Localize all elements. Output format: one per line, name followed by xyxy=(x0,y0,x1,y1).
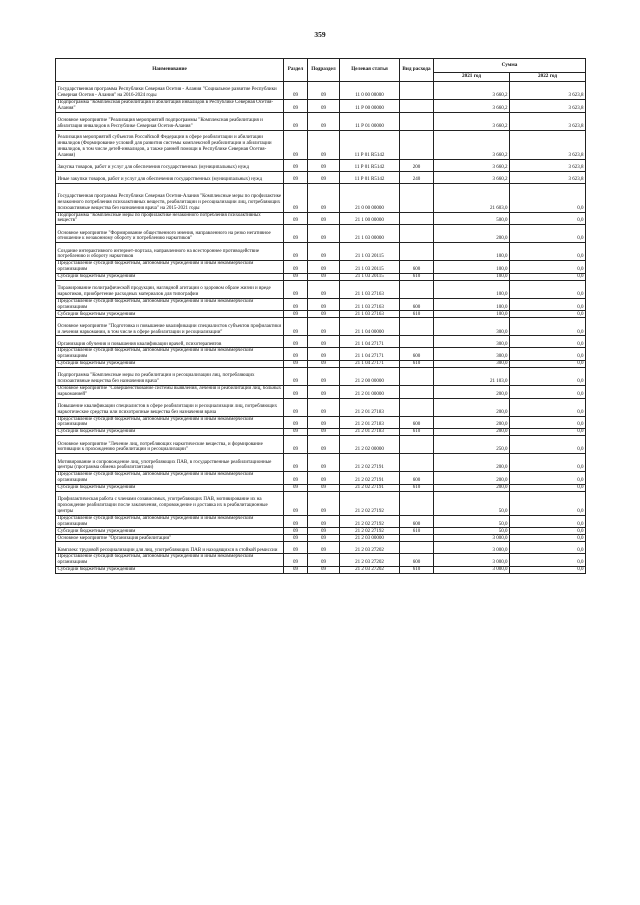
row-vid-cell xyxy=(400,100,434,113)
row-podrazdel-cell: 09 xyxy=(308,225,340,243)
row-celevaya-cell: 21 1 03 20115 xyxy=(340,261,400,274)
row-vid-cell: 610 xyxy=(400,360,434,367)
row-podrazdel-cell: 09 xyxy=(308,130,340,159)
row-podrazdel-cell: 09 xyxy=(308,212,340,225)
row-podrazdel-cell: 09 xyxy=(308,360,340,367)
row-name-cell: Предоставление субсидий бюджетным, автономным учреждениям и иным некоммерческим организациям xyxy=(56,515,284,528)
row-celevaya-cell: 21 1 03 00000 xyxy=(340,225,400,243)
table-row xyxy=(56,336,586,348)
row-celevaya-cell: 21 2 03 27202 xyxy=(340,542,400,554)
table-row xyxy=(56,542,586,554)
row-sum-2021-cell: 250,0 xyxy=(434,436,510,454)
row-vid-cell xyxy=(400,318,434,336)
row-sum-2021-cell: 100,0 xyxy=(434,298,510,311)
table-row xyxy=(56,416,586,429)
row-celevaya-cell: 21 2 03 00000 xyxy=(340,535,400,542)
row-sum-2021-cell: 3 000,0 xyxy=(434,542,510,554)
row-celevaya-cell: 21 1 03 20115 xyxy=(340,273,400,280)
row-sum-2022-cell: 0,0 xyxy=(510,183,586,212)
budget-table-wrapper xyxy=(55,58,585,574)
row-razdel-cell: 09 xyxy=(284,348,308,361)
row-sum-2022-cell: 0,0 xyxy=(510,542,586,554)
row-podrazdel-cell: 09 xyxy=(308,398,340,416)
row-sum-2021-cell: 3 660,2 xyxy=(434,100,510,113)
row-sum-2021-cell: 21 103,0 xyxy=(434,367,510,385)
row-sum-2021-cell: 200,0 xyxy=(434,472,510,485)
row-podrazdel-cell: 09 xyxy=(308,491,340,515)
row-sum-2022-cell: 0,0 xyxy=(510,429,586,436)
row-vid-cell xyxy=(400,243,434,261)
row-podrazdel-cell: 09 xyxy=(308,367,340,385)
table-row xyxy=(56,367,586,385)
row-vid-cell xyxy=(400,336,434,348)
row-razdel-cell: 09 xyxy=(284,367,308,385)
row-razdel-cell: 09 xyxy=(284,112,308,130)
row-name-cell: Основное мероприятие "Формирование общественного мнения, направленного на резко негативное отношение к незаконному обороту и потреблению наркотиков" xyxy=(56,225,284,243)
row-name-cell: Подпрограмма "Комплексная реабилитация и абилитация инвалидов в Республике Северная Осетия-Алания" xyxy=(56,100,284,113)
row-name-cell: Предоставление субсидий бюджетным, автономным учреждениям и иным некоммерческим организациям xyxy=(56,348,284,361)
row-podrazdel-cell: 09 xyxy=(308,243,340,261)
row-sum-2022-cell: 0,0 xyxy=(510,484,586,491)
row-sum-2022-cell: 0,0 xyxy=(510,298,586,311)
table-row xyxy=(56,484,586,491)
row-sum-2022-cell: 0,0 xyxy=(510,280,586,298)
row-vid-cell: 610 xyxy=(400,528,434,535)
row-razdel-cell: 09 xyxy=(284,273,308,280)
row-sum-2021-cell: 50,0 xyxy=(434,491,510,515)
row-podrazdel-cell: 09 xyxy=(308,261,340,274)
row-razdel-cell: 09 xyxy=(284,82,308,100)
row-vid-cell: 610 xyxy=(400,273,434,280)
row-name-cell: Субсидии бюджетным учреждениям xyxy=(56,311,284,318)
row-razdel-cell: 09 xyxy=(284,183,308,212)
row-sum-2022-cell: 3 623,8 xyxy=(510,130,586,159)
row-sum-2021-cell: 500,0 xyxy=(434,212,510,225)
row-podrazdel-cell: 09 xyxy=(308,298,340,311)
row-podrazdel-cell: 09 xyxy=(308,336,340,348)
row-celevaya-cell: 21 1 04 00000 xyxy=(340,318,400,336)
row-sum-2022-cell: 3 623,8 xyxy=(510,100,586,113)
header-name: Наименование xyxy=(56,59,284,82)
row-sum-2022-cell: 0,0 xyxy=(510,385,586,398)
header-year-2021: 2021 год xyxy=(434,73,510,82)
row-podrazdel-cell: 09 xyxy=(308,554,340,567)
row-razdel-cell: 09 xyxy=(284,416,308,429)
row-celevaya-cell: 21 1 04 27171 xyxy=(340,360,400,367)
row-celevaya-cell: 21 2 01 00000 xyxy=(340,385,400,398)
row-name-cell: Субсидии бюджетным учреждениям xyxy=(56,528,284,535)
row-sum-2022-cell: 3 623,8 xyxy=(510,171,586,183)
table-row xyxy=(56,171,586,183)
table-row xyxy=(56,554,586,567)
row-celevaya-cell: 11 Р 01 R5142 xyxy=(340,171,400,183)
row-razdel-cell: 09 xyxy=(284,398,308,416)
row-vid-cell xyxy=(400,183,434,212)
row-name-cell: Мотивирование и сопровождение лиц, употребляющих ПАВ, в государственные реабилитационные центры (программа обмена реабилитантами) xyxy=(56,454,284,472)
table-row xyxy=(56,112,586,130)
row-name-cell: Субсидии бюджетным учреждениям xyxy=(56,484,284,491)
row-podrazdel-cell: 09 xyxy=(308,311,340,318)
row-podrazdel-cell: 09 xyxy=(308,82,340,100)
row-sum-2022-cell: 0,0 xyxy=(510,212,586,225)
table-row xyxy=(56,261,586,274)
row-sum-2021-cell: 200,0 xyxy=(434,225,510,243)
row-vid-cell xyxy=(400,280,434,298)
row-sum-2022-cell: 0,0 xyxy=(510,398,586,416)
table-row xyxy=(56,566,586,573)
header-year-2022: 2022 год xyxy=(510,73,586,82)
row-podrazdel-cell: 09 xyxy=(308,100,340,113)
row-celevaya-cell: 21 2 00 00000 xyxy=(340,367,400,385)
row-vid-cell: 600 xyxy=(400,554,434,567)
table-row xyxy=(56,100,586,113)
row-podrazdel-cell: 09 xyxy=(308,416,340,429)
row-sum-2021-cell: 100,0 xyxy=(434,280,510,298)
row-razdel-cell: 09 xyxy=(284,429,308,436)
row-podrazdel-cell: 09 xyxy=(308,484,340,491)
row-celevaya-cell: 21 2 02 27192 xyxy=(340,515,400,528)
row-sum-2022-cell: 3 623,8 xyxy=(510,82,586,100)
row-podrazdel-cell: 09 xyxy=(308,436,340,454)
row-celevaya-cell: 11 Р 00 00000 xyxy=(340,100,400,113)
row-sum-2022-cell: 0,0 xyxy=(510,311,586,318)
row-celevaya-cell: 21 2 02 27192 xyxy=(340,491,400,515)
row-sum-2022-cell: 0,0 xyxy=(510,225,586,243)
row-razdel-cell: 09 xyxy=(284,225,308,243)
row-sum-2022-cell: 0,0 xyxy=(510,454,586,472)
row-vid-cell xyxy=(400,82,434,100)
table-row xyxy=(56,159,586,171)
row-sum-2022-cell: 0,0 xyxy=(510,554,586,567)
row-sum-2021-cell: 100,0 xyxy=(434,273,510,280)
table-body xyxy=(56,82,586,574)
header-summa: Сумма xyxy=(434,59,586,73)
row-vid-cell: 610 xyxy=(400,566,434,573)
row-celevaya-cell: 21 2 01 27183 xyxy=(340,398,400,416)
table-row xyxy=(56,360,586,367)
row-razdel-cell: 09 xyxy=(284,336,308,348)
row-sum-2021-cell: 100,0 xyxy=(434,261,510,274)
row-vid-cell: 240 xyxy=(400,171,434,183)
row-sum-2021-cell: 3 660,2 xyxy=(434,159,510,171)
row-sum-2022-cell: 0,0 xyxy=(510,367,586,385)
row-vid-cell xyxy=(400,112,434,130)
row-vid-cell: 610 xyxy=(400,484,434,491)
row-celevaya-cell: 11 Р 01 R5142 xyxy=(340,159,400,171)
row-razdel-cell: 09 xyxy=(284,566,308,573)
table-row xyxy=(56,130,586,159)
row-razdel-cell: 09 xyxy=(284,484,308,491)
row-razdel-cell: 09 xyxy=(284,130,308,159)
row-celevaya-cell: 21 2 02 27191 xyxy=(340,472,400,485)
row-sum-2022-cell: 0,0 xyxy=(510,528,586,535)
row-podrazdel-cell: 09 xyxy=(308,159,340,171)
row-razdel-cell: 09 xyxy=(284,385,308,398)
row-razdel-cell: 09 xyxy=(284,515,308,528)
row-name-cell: Подпрограмма "Комплексные меры по профилактике незаконного потребления психоактивных веществ" xyxy=(56,212,284,225)
row-razdel-cell: 09 xyxy=(284,318,308,336)
row-podrazdel-cell: 09 xyxy=(308,472,340,485)
row-sum-2021-cell: 300,0 xyxy=(434,360,510,367)
row-podrazdel-cell: 09 xyxy=(308,542,340,554)
row-podrazdel-cell: 09 xyxy=(308,566,340,573)
row-celevaya-cell: 21 2 02 27192 xyxy=(340,528,400,535)
row-celevaya-cell: 21 2 02 27191 xyxy=(340,454,400,472)
row-sum-2021-cell: 3 660,2 xyxy=(434,82,510,100)
row-celevaya-cell: 21 1 03 27163 xyxy=(340,298,400,311)
row-celevaya-cell: 11 Р 01 R5142 xyxy=(340,130,400,159)
header-celevaya: Целевая статья xyxy=(340,59,400,82)
table-row xyxy=(56,491,586,515)
table-row xyxy=(56,212,586,225)
row-name-cell: Организация обучения и повышения квалификации врачей, психотерапевтов xyxy=(56,336,284,348)
row-podrazdel-cell: 09 xyxy=(308,454,340,472)
row-celevaya-cell: 21 1 03 20115 xyxy=(340,243,400,261)
row-vid-cell: 610 xyxy=(400,429,434,436)
row-razdel-cell: 09 xyxy=(284,311,308,318)
table-row xyxy=(56,348,586,361)
table-row xyxy=(56,429,586,436)
row-sum-2021-cell: 3 660,2 xyxy=(434,130,510,159)
row-razdel-cell: 09 xyxy=(284,360,308,367)
row-razdel-cell: 09 xyxy=(284,159,308,171)
row-vid-cell xyxy=(400,212,434,225)
row-vid-cell xyxy=(400,130,434,159)
row-name-cell: Государственная программа Республики Северная Осетия-Алания "Комплексные меры по профилактике незаконного потребления психоактивных веществ, реабилитации и ресоциализации лиц, потребляющих психоактивные вещества без назначения врача" на 2015-2021 годы xyxy=(56,183,284,212)
row-vid-cell xyxy=(400,535,434,542)
row-name-cell: Создание интерактивного интернет-портала, направленного на всестороннее противодействие потреблению и обороту наркотиков xyxy=(56,243,284,261)
table-row xyxy=(56,528,586,535)
row-celevaya-cell: 21 1 00 00000 xyxy=(340,212,400,225)
row-podrazdel-cell: 09 xyxy=(308,112,340,130)
row-name-cell: Основное мероприятие "Лечение лиц, потребляющих наркотические вещества, и формирование мотивации к прохождению реабилитации и ресоциализации" xyxy=(56,436,284,454)
row-vid-cell xyxy=(400,454,434,472)
row-vid-cell: 600 xyxy=(400,515,434,528)
row-celevaya-cell: 11 0 00 00000 xyxy=(340,82,400,100)
row-sum-2022-cell: 0,0 xyxy=(510,261,586,274)
row-name-cell: Основное мероприятие "Организация реабилитации" xyxy=(56,535,284,542)
row-celevaya-cell: 11 Р 01 00000 xyxy=(340,112,400,130)
row-podrazdel-cell: 09 xyxy=(308,515,340,528)
table-row xyxy=(56,82,586,100)
row-vid-cell: 600 xyxy=(400,261,434,274)
row-sum-2021-cell: 200,0 xyxy=(434,454,510,472)
row-razdel-cell: 09 xyxy=(284,542,308,554)
row-podrazdel-cell: 09 xyxy=(308,273,340,280)
row-sum-2022-cell: 0,0 xyxy=(510,243,586,261)
row-celevaya-cell: 21 0 00 00000 xyxy=(340,183,400,212)
row-sum-2021-cell: 200,0 xyxy=(434,385,510,398)
row-vid-cell xyxy=(400,436,434,454)
row-name-cell: Комплекс трудовой ресоциализации для лиц, употребляющих ПАВ и находящихся в стойкой ремиссии xyxy=(56,542,284,554)
row-razdel-cell: 09 xyxy=(284,491,308,515)
row-sum-2022-cell: 0,0 xyxy=(510,416,586,429)
row-vid-cell xyxy=(400,398,434,416)
row-celevaya-cell: 21 2 03 27202 xyxy=(340,554,400,567)
table-row xyxy=(56,273,586,280)
row-sum-2022-cell: 0,0 xyxy=(510,360,586,367)
row-name-cell: Реализация мероприятий субъектов Российской Федерации в сфере реабилитации и абилитации инвалидов (Формирование условий для развития системы комплексной реабилитации и абилитации инвалидов, в том числе детей-инвалидов, а также ранней помощи в Республике Северная Осетия-Алания) xyxy=(56,130,284,159)
row-sum-2021-cell: 200,0 xyxy=(434,484,510,491)
row-celevaya-cell: 21 2 01 27183 xyxy=(340,429,400,436)
row-razdel-cell: 09 xyxy=(284,212,308,225)
table-row xyxy=(56,225,586,243)
table-row xyxy=(56,436,586,454)
row-name-cell: Субсидии бюджетным учреждениям xyxy=(56,273,284,280)
row-sum-2021-cell: 100,0 xyxy=(434,311,510,318)
row-vid-cell: 600 xyxy=(400,298,434,311)
row-sum-2021-cell: 200,0 xyxy=(434,429,510,436)
row-celevaya-cell: 21 2 02 00000 xyxy=(340,436,400,454)
row-podrazdel-cell: 09 xyxy=(308,183,340,212)
row-sum-2021-cell: 300,0 xyxy=(434,336,510,348)
row-celevaya-cell: 21 1 03 27163 xyxy=(340,280,400,298)
row-sum-2021-cell: 3 000,0 xyxy=(434,566,510,573)
page-number: 359 xyxy=(314,30,326,39)
row-podrazdel-cell: 09 xyxy=(308,429,340,436)
row-name-cell: Основное мероприятие "Совершенствование системы выявления, лечения и реабилитации лиц, больных наркоманией" xyxy=(56,385,284,398)
row-sum-2021-cell: 100,0 xyxy=(434,243,510,261)
row-podrazdel-cell: 09 xyxy=(308,280,340,298)
row-sum-2022-cell: 0,0 xyxy=(510,436,586,454)
row-sum-2022-cell: 0,0 xyxy=(510,566,586,573)
row-sum-2022-cell: 3 623,8 xyxy=(510,112,586,130)
header-vid: Вид расхода xyxy=(400,59,434,82)
table-row xyxy=(56,318,586,336)
row-vid-cell: 600 xyxy=(400,348,434,361)
table-row xyxy=(56,535,586,542)
row-sum-2021-cell: 200,0 xyxy=(434,398,510,416)
row-name-cell: Основное мероприятие "Реализация мероприятий подпрограммы "Комплексная реабилитация и абилитация инвалидов в Республике Северная Осетия-Алания" xyxy=(56,112,284,130)
table-row xyxy=(56,280,586,298)
header-razdel: Раздел xyxy=(284,59,308,82)
row-razdel-cell: 09 xyxy=(284,243,308,261)
row-sum-2021-cell: 50,0 xyxy=(434,528,510,535)
table-header xyxy=(56,59,586,82)
row-name-cell: Закупка товаров, работ и услуг для обеспечения государственных (муниципальных) нужд xyxy=(56,159,284,171)
row-razdel-cell: 09 xyxy=(284,528,308,535)
row-celevaya-cell: 21 1 04 27171 xyxy=(340,336,400,348)
row-vid-cell xyxy=(400,491,434,515)
row-podrazdel-cell: 09 xyxy=(308,528,340,535)
row-sum-2021-cell: 3 660,2 xyxy=(434,112,510,130)
row-vid-cell xyxy=(400,385,434,398)
row-name-cell: Субсидии бюджетным учреждениям xyxy=(56,360,284,367)
row-sum-2021-cell: 50,0 xyxy=(434,515,510,528)
row-sum-2022-cell: 0,0 xyxy=(510,336,586,348)
row-sum-2022-cell: 0,0 xyxy=(510,535,586,542)
row-podrazdel-cell: 09 xyxy=(308,535,340,542)
row-razdel-cell: 09 xyxy=(284,535,308,542)
row-podrazdel-cell: 09 xyxy=(308,348,340,361)
row-name-cell: Иные закупки товаров, работ и услуг для обеспечения государственных (муниципальных) нужд xyxy=(56,171,284,183)
header-podrazdel: Подраздел xyxy=(308,59,340,82)
table-row xyxy=(56,243,586,261)
row-sum-2021-cell: 21 603,0 xyxy=(434,183,510,212)
row-razdel-cell: 09 xyxy=(284,454,308,472)
row-podrazdel-cell: 09 xyxy=(308,318,340,336)
row-celevaya-cell: 21 2 03 27202 xyxy=(340,566,400,573)
table-row xyxy=(56,515,586,528)
row-celevaya-cell: 21 2 01 27183 xyxy=(340,416,400,429)
row-name-cell: Профилактическая работа с членами созависимых, употребляющих ПАВ, мотивирование их на прохождение реабилитации после заключения, сопровождение и доставка их в реабилитационные центры xyxy=(56,491,284,515)
table-row xyxy=(56,311,586,318)
row-name-cell: Государственная программа Республики Северная Осетия - Алания "Социальное развитие Республики Северная Осетия - Алания" на 2016-2024 годы xyxy=(56,82,284,100)
row-name-cell: Субсидии бюджетным учреждениям xyxy=(56,566,284,573)
row-name-cell: Предоставление субсидий бюджетным, автономным учреждениям и иным некоммерческим организациям xyxy=(56,298,284,311)
row-name-cell: Тиражирование полиграфической продукции, наглядной агитации о здоровом образе жизни и вреде наркотиков, приобретение расходных материалов для типографии xyxy=(56,280,284,298)
table-row xyxy=(56,472,586,485)
table-row xyxy=(56,183,586,212)
row-razdel-cell: 09 xyxy=(284,280,308,298)
row-vid-cell: 610 xyxy=(400,311,434,318)
row-celevaya-cell: 21 1 03 27163 xyxy=(340,311,400,318)
table-row xyxy=(56,454,586,472)
row-sum-2021-cell: 3 660,2 xyxy=(434,171,510,183)
row-podrazdel-cell: 09 xyxy=(308,385,340,398)
row-vid-cell: 600 xyxy=(400,472,434,485)
row-razdel-cell: 09 xyxy=(284,171,308,183)
row-razdel-cell: 09 xyxy=(284,436,308,454)
row-sum-2022-cell: 0,0 xyxy=(510,273,586,280)
row-podrazdel-cell: 09 xyxy=(308,171,340,183)
row-razdel-cell: 09 xyxy=(284,261,308,274)
row-razdel-cell: 09 xyxy=(284,472,308,485)
row-name-cell: Предоставление субсидий бюджетным, автономным учреждениям и иным некоммерческим организациям xyxy=(56,416,284,429)
row-razdel-cell: 09 xyxy=(284,100,308,113)
table-row xyxy=(56,398,586,416)
table-row xyxy=(56,385,586,398)
row-razdel-cell: 09 xyxy=(284,554,308,567)
row-sum-2022-cell: 0,0 xyxy=(510,491,586,515)
table-row xyxy=(56,298,586,311)
row-name-cell: Повышение квалификации специалистов в сфере реабилитации и ресоциализации лиц, потребляющих наркотические средства или психотропные вещества без назначения врача xyxy=(56,398,284,416)
row-sum-2022-cell: 0,0 xyxy=(510,318,586,336)
row-vid-cell: 600 xyxy=(400,416,434,429)
row-name-cell: Субсидии бюджетным учреждениям xyxy=(56,429,284,436)
row-sum-2022-cell: 3 623,8 xyxy=(510,159,586,171)
row-celevaya-cell: 21 2 02 27191 xyxy=(340,484,400,491)
row-vid-cell: 200 xyxy=(400,159,434,171)
row-name-cell: Предоставление субсидий бюджетным, автономным учреждениям и иным некоммерческим организациям xyxy=(56,261,284,274)
row-razdel-cell: 09 xyxy=(284,298,308,311)
row-name-cell: Основное мероприятие "Подготовка и повышение квалификации специалистов субъектов профилактики и лечения наркомании, в том числе в сфере реабилитации и ресоциализации" xyxy=(56,318,284,336)
row-name-cell: Предоставление субсидий бюджетным, автономным учреждениям и иным некоммерческим организациям xyxy=(56,472,284,485)
row-vid-cell xyxy=(400,542,434,554)
row-sum-2021-cell: 3 000,0 xyxy=(434,554,510,567)
row-sum-2022-cell: 0,0 xyxy=(510,515,586,528)
row-vid-cell xyxy=(400,225,434,243)
row-sum-2021-cell: 200,0 xyxy=(434,416,510,429)
row-celevaya-cell: 21 1 04 27171 xyxy=(340,348,400,361)
row-name-cell: Предоставление субсидий бюджетным, автономным учреждениям и иным некоммерческим организациям xyxy=(56,554,284,567)
row-sum-2022-cell: 0,0 xyxy=(510,348,586,361)
row-sum-2021-cell: 300,0 xyxy=(434,318,510,336)
row-name-cell: Подпрограмма "Комплексные меры по реабилитации и ресоциализации лиц, потребляющих психоактивные вещества без назначения врача" xyxy=(56,367,284,385)
row-sum-2021-cell: 3 000,0 xyxy=(434,535,510,542)
budget-table xyxy=(55,58,586,574)
row-vid-cell xyxy=(400,367,434,385)
row-sum-2022-cell: 0,0 xyxy=(510,472,586,485)
row-sum-2021-cell: 300,0 xyxy=(434,348,510,361)
